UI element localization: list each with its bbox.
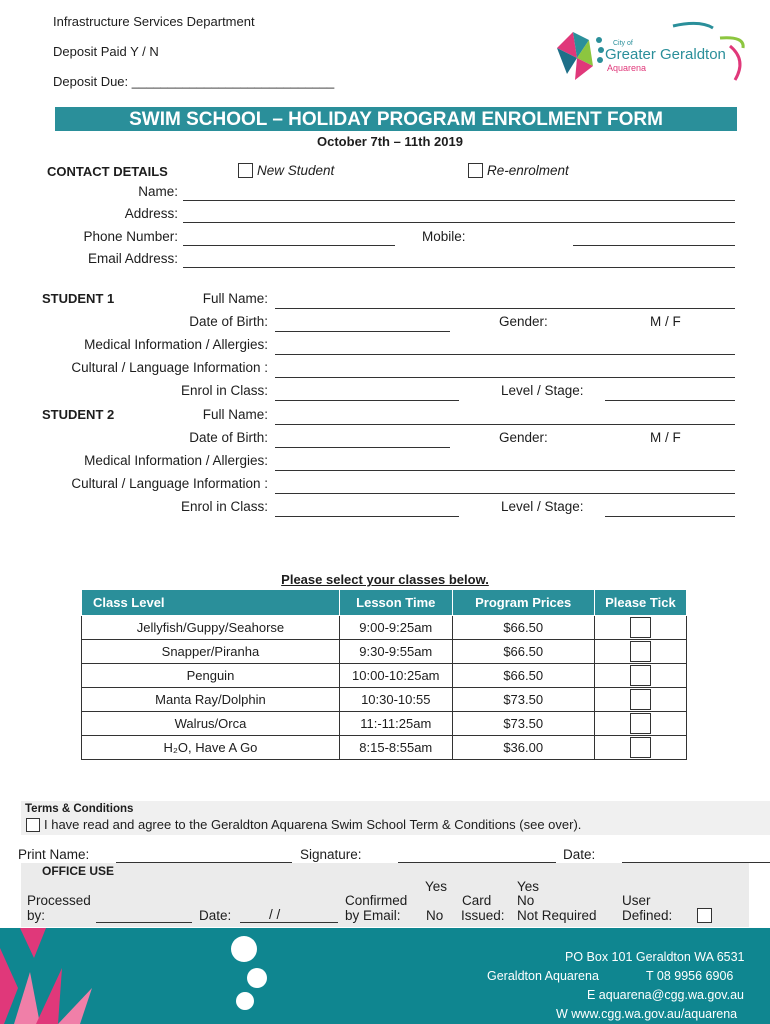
signature-label: Signature: <box>300 847 362 862</box>
user-defined-label: Defined: <box>622 908 673 923</box>
table-row <box>82 616 687 640</box>
form-title: SWIM SCHOOL – HOLIDAY PROGRAM ENROLMENT FORM <box>55 107 737 131</box>
price-cell: $66.50 <box>452 640 594 664</box>
student1-dob-label: Date of Birth: <box>189 314 268 329</box>
student1-level-label: Level / Stage: <box>501 383 584 398</box>
price-cell: $66.50 <box>452 664 594 688</box>
processed-by-field[interactable] <box>96 922 192 923</box>
student2-full-name-field[interactable] <box>275 424 735 425</box>
deposit-paid-label: Deposit Paid Y / N <box>53 44 159 59</box>
confirmed-label: Confirmed <box>345 893 408 908</box>
student2-level-field[interactable] <box>605 516 735 517</box>
student1-enrol-field[interactable] <box>275 400 459 401</box>
terms-agree-checkbox[interactable] <box>26 818 40 832</box>
terms-date-label: Date: <box>563 847 596 862</box>
address-label: Address: <box>124 206 178 221</box>
student2-full-name-label: Full Name: <box>202 407 268 422</box>
email-no-option[interactable]: No <box>426 908 444 923</box>
class-level-cell: Jellyfish/Guppy/Seahorse <box>82 616 340 640</box>
student1-full-name-label: Full Name: <box>202 291 268 306</box>
logo-name: Greater Geraldton <box>605 46 726 63</box>
tick-cell <box>594 712 686 736</box>
lesson-time-cell: 9:30-9:55am <box>339 640 452 664</box>
terms-heading: Terms & Conditions <box>25 803 134 815</box>
phone-label: Phone Number: <box>83 229 178 244</box>
classes-table <box>81 589 687 760</box>
email-label: Email Address: <box>87 251 178 266</box>
lesson-time-cell: 10:00-10:25am <box>339 664 452 688</box>
student2-enrol-label: Enrol in Class: <box>180 499 268 514</box>
contact-details-heading: CONTACT DETAILS <box>47 164 168 179</box>
student1-cultural-label: Cultural / Language Information : <box>71 360 268 375</box>
user-defined-checkbox[interactable] <box>697 908 712 923</box>
mobile-field[interactable] <box>573 245 735 246</box>
table-row <box>82 712 687 736</box>
logo-small-text: City of <box>613 40 633 47</box>
student2-medical-label: Medical Information / Allergies: <box>84 453 268 468</box>
column-header: Please Tick <box>594 590 686 616</box>
student2-level-label: Level / Stage: <box>501 499 584 514</box>
footer-banner <box>0 928 770 1024</box>
student1-gender-label: Gender: <box>499 314 548 329</box>
column-header: Lesson Time <box>339 590 452 616</box>
new-student-checkbox[interactable] <box>238 163 253 178</box>
student2-cultural-field[interactable] <box>275 493 735 494</box>
footer-bubble-icon <box>231 936 257 962</box>
student2-cultural-label: Cultural / Language Information : <box>71 476 268 491</box>
column-header: Class Level <box>82 590 340 616</box>
student1-enrol-label: Enrol in Class: <box>180 383 268 398</box>
price-cell: $73.50 <box>452 712 594 736</box>
email-field[interactable] <box>183 267 735 268</box>
price-cell: $36.00 <box>452 736 594 760</box>
phone-field[interactable] <box>183 245 395 246</box>
office-use-heading: OFFICE USE <box>42 864 115 878</box>
tick-checkbox[interactable] <box>630 737 651 758</box>
deposit-due-label: Deposit Due: ____________________________ <box>53 74 335 89</box>
footer-website[interactable]: W www.cgg.wa.gov.au/aquarena <box>556 1007 738 1021</box>
card-not-required-option[interactable]: Not Required <box>517 908 597 923</box>
lesson-time-cell: 8:15-8:55am <box>339 736 452 760</box>
footer-phone: T 08 9956 6906 <box>646 969 734 983</box>
student2-enrol-field[interactable] <box>275 516 459 517</box>
processed-label: Processed <box>27 893 91 908</box>
student2-dob-label: Date of Birth: <box>189 430 268 445</box>
student2-medical-field[interactable] <box>275 470 735 471</box>
card-yes-option[interactable]: Yes <box>517 879 540 894</box>
program-dates: October 7th – 11th 2019 <box>317 134 463 149</box>
class-level-cell: Manta Ray/Dolphin <box>82 688 340 712</box>
column-header: Program Prices <box>452 590 594 616</box>
table-row <box>82 664 687 688</box>
processed-by-label: by: <box>27 908 46 923</box>
tick-cell <box>594 736 686 760</box>
student2-gender-label: Gender: <box>499 430 548 445</box>
price-cell: $66.50 <box>452 616 594 640</box>
classes-heading: Please select your classes below. <box>281 572 489 587</box>
student2-dob-field[interactable] <box>275 447 450 448</box>
lesson-time-cell: 9:00-9:25am <box>339 616 452 640</box>
office-date-field[interactable] <box>240 922 338 923</box>
class-level-cell: H₂O, Have A Go <box>82 736 340 760</box>
student1-full-name-field[interactable] <box>275 308 735 309</box>
card-label: Card <box>462 893 492 908</box>
name-field[interactable] <box>183 200 735 201</box>
address-field[interactable] <box>183 222 735 223</box>
tick-checkbox[interactable] <box>630 617 651 638</box>
user-label: User <box>622 893 651 908</box>
office-date-slashes: / / <box>269 907 281 922</box>
price-cell: $73.50 <box>452 688 594 712</box>
email-yes-option[interactable]: Yes <box>425 879 448 894</box>
by-email-label: by Email: <box>345 908 401 923</box>
student1-level-field[interactable] <box>605 400 735 401</box>
class-level-cell: Snapper/Piranha <box>82 640 340 664</box>
footer-po-box: PO Box 101 Geraldton WA 6531 <box>565 950 745 964</box>
tick-cell <box>594 664 686 688</box>
new-student-label: New Student <box>257 163 335 178</box>
footer-decoration-icon <box>0 928 130 1024</box>
logo-sub: Aquarena <box>607 63 647 73</box>
table-row <box>82 640 687 664</box>
lesson-time-cell: 10:30-10:55 <box>339 688 452 712</box>
student1-medical-label: Medical Information / Allergies: <box>84 337 268 352</box>
terms-agree-label: I have read and agree to the Geraldton Aquarena Swim School Term & Conditions (see over). <box>44 817 582 832</box>
tick-cell <box>594 640 686 664</box>
tick-cell <box>594 688 686 712</box>
re-enrolment-checkbox[interactable] <box>468 163 483 178</box>
student1-heading: STUDENT 1 <box>42 291 115 306</box>
tick-cell <box>594 616 686 640</box>
office-date-label: Date: <box>199 908 232 923</box>
department-label: Infrastructure Services Department <box>53 14 255 29</box>
student1-gender-options[interactable]: M / F <box>650 314 681 329</box>
mobile-label: Mobile: <box>422 229 466 244</box>
table-row <box>82 736 687 760</box>
footer-email[interactable]: E aquarena@cgg.wa.gov.au <box>587 988 745 1002</box>
card-no-option[interactable]: No <box>517 893 535 908</box>
footer-bubble-icon <box>236 992 254 1010</box>
student1-medical-field[interactable] <box>275 354 735 355</box>
student2-gender-options[interactable]: M / F <box>650 430 681 445</box>
tick-checkbox[interactable] <box>630 641 651 662</box>
footer-aquarena: Geraldton Aquarena <box>487 969 599 983</box>
lesson-time-cell: 11:-11:25am <box>339 712 452 736</box>
name-label: Name: <box>138 184 178 199</box>
student1-cultural-field[interactable] <box>275 377 735 378</box>
city-logo <box>555 18 755 88</box>
class-level-cell: Penguin <box>82 664 340 688</box>
student1-dob-field[interactable] <box>275 331 450 332</box>
class-level-cell: Walrus/Orca <box>82 712 340 736</box>
tick-checkbox[interactable] <box>630 689 651 710</box>
tick-checkbox[interactable] <box>630 665 651 686</box>
student2-heading: STUDENT 2 <box>42 407 115 422</box>
tick-checkbox[interactable] <box>630 713 651 734</box>
table-row <box>82 688 687 712</box>
card-issued-label: Issued: <box>461 908 505 923</box>
print-name-label: Print Name: <box>18 847 90 862</box>
footer-bubble-icon <box>247 968 267 988</box>
re-enrolment-label: Re-enrolment <box>487 163 569 178</box>
